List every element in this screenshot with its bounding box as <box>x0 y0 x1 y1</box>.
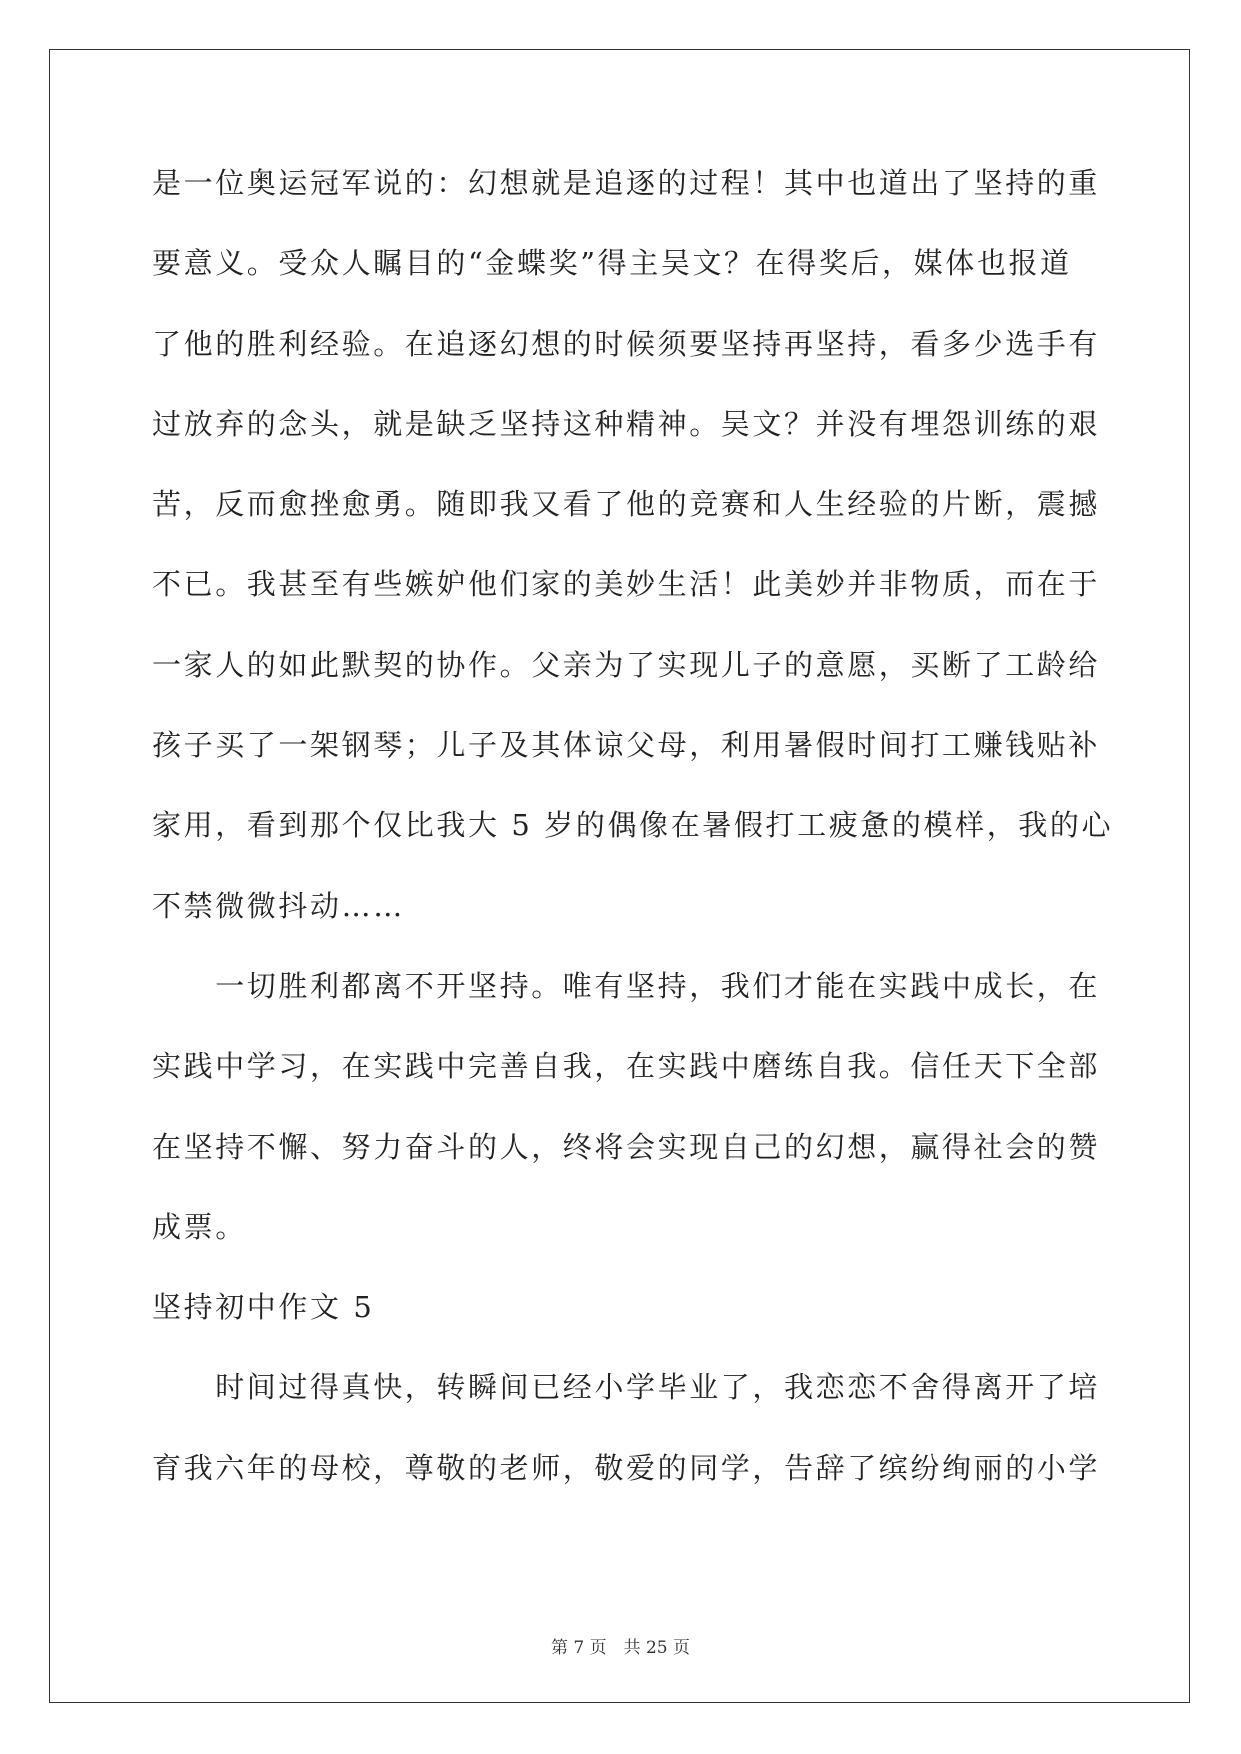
text-line: 家用，看到那个仅比我大 5 岁的偶像在暑假打工疲惫的模样，我的心 <box>152 808 1114 843</box>
text-line: 过放弃的念头，就是缺乏坚持这种精神。吴文？并没有埋怨训练的艰 <box>152 406 1101 441</box>
page-footer: 第 7 页 共 25 页 <box>550 1638 691 1658</box>
text-line: 不禁微微抖动…… <box>152 888 405 923</box>
text-line: 一家人的如此默契的协作。父亲为了实现儿子的意愿，买断了工龄给 <box>152 647 1101 682</box>
text-line: 时间过得真快，转瞬间已经小学毕业了，我恋恋不舍得离开了培 <box>152 1370 1101 1405</box>
text-line: 要意义。受众人瞩目的“金蝶奖”得主吴文？在得奖后，媒体也报道 <box>152 246 1072 281</box>
text-line: 是一位奥运冠军说的：幻想就是追逐的过程！其中也道出了坚持的重 <box>152 166 1101 200</box>
document-body <box>152 161 1114 1526</box>
text-line: 成票。 <box>152 1209 247 1244</box>
section-heading: 坚持初中作文 5 <box>152 1290 375 1325</box>
text-line: 育我六年的母校，尊敬的老师，敬爱的同学，告辞了缤纷绚丽的小学 <box>152 1450 1101 1485</box>
text-line: 在坚持不懈、努力奋斗的人，终将会实现自己的幻想，赢得社会的赞 <box>152 1129 1101 1164</box>
text-line: 不已。我甚至有些嫉妒他们家的美妙生活！此美妙并非物质，而在于 <box>152 567 1101 602</box>
text-line: 实践中学习，在实践中完善自我，在实践中磨练自我。信任天下全部 <box>152 1049 1101 1084</box>
text-line: 一切胜利都离不开坚持。唯有坚持，我们才能在实践中成长，在 <box>152 968 1101 1003</box>
text-line: 孩子买了一架钢琴；儿子及其体谅父母，利用暑假时间打工赚钱贴补 <box>152 728 1101 763</box>
text-line: 苦，反而愈挫愈勇。随即我又看了他的竞赛和人生经验的片断，震撼 <box>152 487 1101 522</box>
text-line: 了他的胜利经验。在追逐幻想的时候须要坚持再坚持，看多少选手有 <box>152 326 1101 361</box>
